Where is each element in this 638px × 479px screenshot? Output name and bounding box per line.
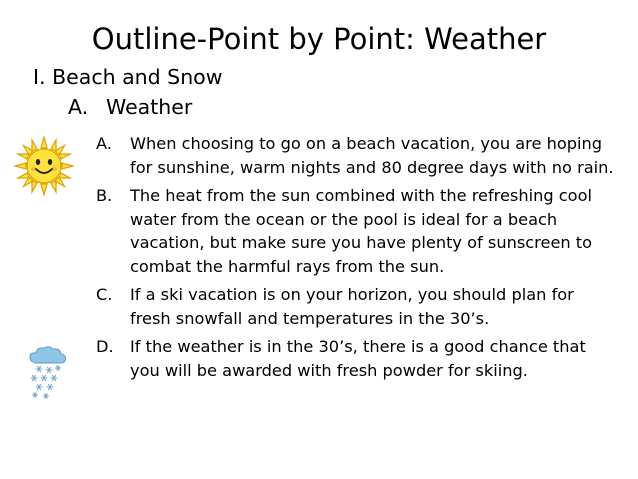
point-marker: A. <box>96 134 112 153</box>
snow-cloud-icon <box>27 345 69 401</box>
outline-point <box>96 184 616 278</box>
outline-point <box>96 283 616 330</box>
point-text: If the weather is in the 30’s, there is a good chance that you will be awarded with fresh powder for skiing. <box>130 337 586 380</box>
point-marker: D. <box>96 337 114 356</box>
subsection-marker: A. <box>68 95 89 119</box>
outline-point <box>96 335 616 382</box>
outline-point-list <box>96 132 616 387</box>
point-marker: C. <box>96 285 113 304</box>
sun-clipart-icon <box>14 136 74 196</box>
point-text: The heat from the sun combined with the refreshing cool water from the ocean or the pool is ideal for a beach vacation, but make sure you have plenty of sunscreen to combat the harmful rays from the sun. <box>130 186 593 276</box>
point-marker: B. <box>96 186 113 205</box>
outline-subsection-heading <box>68 94 192 121</box>
outline-point <box>96 132 616 179</box>
subsection-label: Weather <box>106 95 193 119</box>
slide-title: Outline-Point by Point: Weather <box>91 22 547 56</box>
point-text: When choosing to go on a beach vacation, you are hoping for sunshine, warm nights and 80 degree days with no rain. <box>130 134 614 177</box>
point-text: If a ski vacation is on your horizon, you should plan for fresh snowfall and temperatures in the 30’s. <box>130 285 574 328</box>
outline-section-heading: I. Beach and Snow <box>33 65 223 89</box>
